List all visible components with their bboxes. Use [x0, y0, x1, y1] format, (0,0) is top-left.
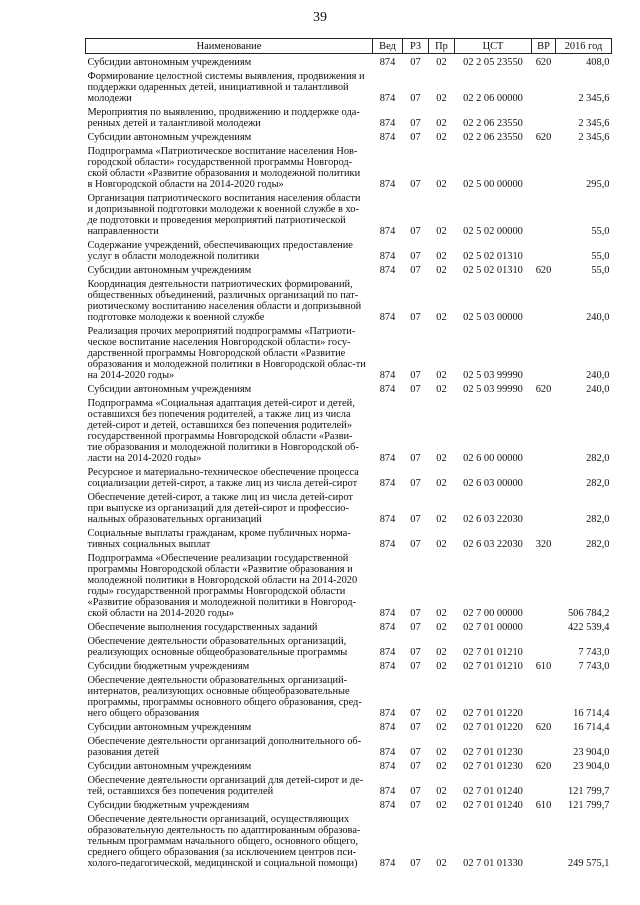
cell-rz: 07	[410, 251, 421, 262]
cell-vr	[532, 464, 556, 489]
table-row	[86, 262, 612, 276]
cell-name: Формирование целостной системы выявления, продвижения и поддержки одаренных детей, инициативной и талантливой молодежи	[87, 71, 365, 104]
cell-rz: 07	[410, 708, 421, 719]
cell-name: Субсидии бюджетным учреждениям	[87, 800, 250, 811]
cell-amount: 408,0	[586, 57, 610, 68]
cell-cst: 02 6 03 00000	[463, 478, 523, 489]
cell-ved: 874	[379, 539, 396, 550]
table-row	[86, 68, 612, 104]
cell-name: Обеспечение деятельности организаций, осуществляющих образовательную деятельность по адаптированным образова-тельным программам начального общего, основного общего, среднего общего образования (за исключением центров пси-холого-педагогической, медицинской и социальной помощи)	[87, 814, 361, 869]
budget-table	[85, 38, 612, 869]
cell-vr: 620	[535, 384, 552, 395]
header-rz: РЗ	[403, 39, 429, 54]
cell-rz: 07	[410, 647, 421, 658]
cell-ved: 874	[379, 370, 396, 381]
cell-vr	[532, 190, 556, 237]
cell-rz: 07	[410, 370, 421, 381]
cell-vr	[532, 68, 556, 104]
table-row	[86, 190, 612, 237]
cell-amount: 282,0	[586, 514, 610, 525]
cell-cst: 02 2 05 23550	[463, 57, 523, 68]
table-row	[86, 550, 612, 619]
cell-ved: 874	[379, 608, 396, 619]
cell-name: Обеспечение деятельности образовательных организаций-интернатов, реализующих основные общеобразовательные программы, программы основного общего образования, сред-него общего образования	[87, 675, 362, 719]
cell-ved: 874	[379, 647, 396, 658]
cell-rz: 07	[410, 384, 421, 395]
table-row	[86, 54, 612, 69]
cell-pr: 02	[436, 132, 447, 143]
cell-pr: 02	[436, 858, 447, 869]
cell-pr: 02	[436, 57, 447, 68]
cell-rz: 07	[410, 722, 421, 733]
cell-rz: 07	[410, 179, 421, 190]
cell-name: Субсидии бюджетным учреждениям	[87, 661, 250, 672]
table-body	[86, 54, 612, 870]
cell-pr: 02	[436, 786, 447, 797]
cell-cst: 02 5 03 00000	[463, 312, 523, 323]
cell-amount: 2 345,6	[578, 132, 610, 143]
cell-name: Реализация прочих мероприятий подпрограммы «Патриоти-ческое воспитание населения Новгородской области» госу-дарственной программы Новгородской области «Развитие образования и молодежной политики в Новгородской облас-ти на 2014-2020 годы»	[87, 326, 366, 381]
cell-pr: 02	[436, 661, 447, 672]
cell-pr: 02	[436, 251, 447, 262]
cell-name: Субсидии автономным учреждениям	[87, 384, 252, 395]
cell-rz: 07	[410, 786, 421, 797]
cell-ved: 874	[379, 453, 396, 464]
cell-cst: 02 7 01 01210	[463, 647, 523, 658]
cell-cst: 02 7 01 01240	[463, 786, 523, 797]
cell-amount: 282,0	[586, 478, 610, 489]
header-name: Наименование	[86, 39, 373, 54]
cell-amount: 23 904,0	[573, 761, 610, 772]
cell-amount: 55,0	[591, 265, 610, 276]
cell-vr	[532, 811, 556, 869]
cell-amount: 240,0	[586, 312, 610, 323]
cell-amount: 55,0	[591, 226, 610, 237]
cell-pr: 02	[436, 370, 447, 381]
cell-name: Обеспечение выполнения государственных заданий	[87, 622, 318, 633]
cell-ved: 874	[379, 800, 396, 811]
table-row	[86, 395, 612, 464]
cell-pr: 02	[436, 761, 447, 772]
cell-ved: 874	[379, 708, 396, 719]
table-header-row	[86, 39, 612, 54]
table-row	[86, 772, 612, 797]
cell-cst: 02 7 01 01220	[463, 722, 523, 733]
cell-name: Обеспечение деятельности организаций для детей-сирот и де-тей, оставшихся без попечения родителей	[87, 775, 364, 797]
cell-vr	[532, 237, 556, 262]
cell-ved: 874	[379, 858, 396, 869]
cell-pr: 02	[436, 747, 447, 758]
cell-amount: 240,0	[586, 370, 610, 381]
cell-vr: 620	[535, 265, 552, 276]
cell-ved: 874	[379, 761, 396, 772]
cell-amount: 7 743,0	[578, 661, 610, 672]
cell-name: Содержание учреждений, обеспечивающих предоставление услуг в области молодежной политики	[87, 240, 353, 262]
cell-vr: 610	[535, 661, 552, 672]
table-row	[86, 633, 612, 658]
cell-pr: 02	[436, 265, 447, 276]
cell-vr: 610	[535, 800, 552, 811]
cell-vr	[532, 772, 556, 797]
cell-rz: 07	[410, 761, 421, 772]
cell-name: Подпрограмма «Обеспечение реализации государственной программы Новгородской области «Развитие образования и молодежной политики в Новгородской области на 2014-2020 годы» государственной программы Новгородской области «Развитие образования и молодежной политики в Новгород-ской области на 2014-2020 годы»	[87, 553, 358, 619]
cell-pr: 02	[436, 539, 447, 550]
cell-rz: 07	[410, 453, 421, 464]
cell-rz: 07	[410, 132, 421, 143]
cell-rz: 07	[410, 858, 421, 869]
cell-vr	[532, 276, 556, 323]
cell-ved: 874	[379, 478, 396, 489]
cell-ved: 874	[379, 251, 396, 262]
cell-vr: 620	[535, 132, 552, 143]
cell-rz: 07	[410, 312, 421, 323]
cell-ved: 874	[379, 312, 396, 323]
cell-cst: 02 5 02 00000	[463, 226, 523, 237]
cell-ved: 874	[379, 118, 396, 129]
table-row	[86, 672, 612, 719]
cell-amount: 16 714,4	[573, 722, 610, 733]
cell-amount: 282,0	[586, 453, 610, 464]
cell-amount: 23 904,0	[573, 747, 610, 758]
cell-ved: 874	[379, 226, 396, 237]
cell-name: Подпрограмма «Патриотическое воспитание населения Нов-городской области» государственной программы Новгород-ской области «Развитие образования и молодежной политики в Новгородской области на 2014-2020 годы»	[87, 146, 361, 190]
cell-pr: 02	[436, 647, 447, 658]
cell-cst: 02 2 06 00000	[463, 93, 523, 104]
cell-pr: 02	[436, 800, 447, 811]
cell-rz: 07	[410, 226, 421, 237]
cell-rz: 07	[410, 265, 421, 276]
cell-pr: 02	[436, 93, 447, 104]
cell-cst: 02 7 01 00000	[463, 622, 523, 633]
cell-cst: 02 6 03 22030	[463, 539, 523, 550]
cell-cst: 02 6 03 22030	[463, 514, 523, 525]
cell-vr: 620	[535, 761, 552, 772]
cell-amount: 2 345,6	[578, 93, 610, 104]
table-row	[86, 464, 612, 489]
cell-cst: 02 5 02 01310	[463, 251, 523, 262]
cell-cst: 02 5 03 99990	[463, 384, 523, 395]
cell-vr	[532, 550, 556, 619]
cell-cst: 02 5 03 99990	[463, 370, 523, 381]
cell-amount: 121 799,7	[567, 786, 610, 797]
header-year: 2016 год	[556, 39, 612, 54]
table-row	[86, 733, 612, 758]
cell-cst: 02 6 00 00000	[463, 453, 523, 464]
table-row	[86, 237, 612, 262]
cell-ved: 874	[379, 722, 396, 733]
cell-rz: 07	[410, 57, 421, 68]
cell-ved: 874	[379, 384, 396, 395]
cell-vr: 320	[535, 539, 552, 550]
cell-ved: 874	[379, 57, 396, 68]
cell-cst: 02 7 01 01240	[463, 800, 523, 811]
cell-pr: 02	[436, 312, 447, 323]
cell-name: Субсидии автономным учреждениям	[87, 265, 252, 276]
cell-name: Мероприятия по выявлению, продвижению и поддержке ода-ренных детей и талантливой молодежи	[87, 107, 360, 129]
cell-rz: 07	[410, 118, 421, 129]
table-row	[86, 525, 612, 550]
cell-vr	[532, 489, 556, 525]
cell-amount: 240,0	[586, 384, 610, 395]
cell-name: Социальные выплаты гражданам, кроме публичных норма-тивных социальных выплат	[87, 528, 351, 550]
header-cst: ЦСТ	[455, 39, 532, 54]
cell-vr: 620	[535, 722, 552, 733]
cell-cst: 02 7 00 00000	[463, 608, 523, 619]
cell-rz: 07	[410, 93, 421, 104]
cell-rz: 07	[410, 800, 421, 811]
cell-cst: 02 7 01 01220	[463, 708, 523, 719]
cell-amount: 282,0	[586, 539, 610, 550]
cell-cst: 02 7 01 01230	[463, 747, 523, 758]
cell-amount: 16 714,4	[573, 708, 610, 719]
cell-pr: 02	[436, 384, 447, 395]
table-row	[86, 619, 612, 633]
cell-cst: 02 2 06 23550	[463, 118, 523, 129]
cell-name: Субсидии автономным учреждениям	[87, 761, 252, 772]
table-row	[86, 658, 612, 672]
table-row	[86, 381, 612, 395]
page-number: 39	[313, 10, 327, 25]
cell-cst: 02 2 06 23550	[463, 132, 523, 143]
cell-vr	[532, 395, 556, 464]
cell-ved: 874	[379, 179, 396, 190]
cell-vr	[532, 672, 556, 719]
cell-cst: 02 5 02 01310	[463, 265, 523, 276]
cell-name: Обеспечение детей-сирот, а также лиц из числа детей-сирот при выпуске из организаций для детей-сирот и профессио-нальных образовательных организаций	[87, 492, 353, 525]
cell-vr	[532, 143, 556, 190]
cell-rz: 07	[410, 539, 421, 550]
cell-vr	[532, 633, 556, 658]
cell-amount: 249 575,1	[567, 858, 610, 869]
cell-ved: 874	[379, 93, 396, 104]
table-row	[86, 104, 612, 129]
table-row	[86, 129, 612, 143]
cell-name: Субсидии автономным учреждениям	[87, 722, 252, 733]
cell-amount: 2 345,6	[578, 118, 610, 129]
cell-cst: 02 5 00 00000	[463, 179, 523, 190]
cell-amount: 422 539,4	[567, 622, 610, 633]
cell-vr	[532, 323, 556, 381]
cell-rz: 07	[410, 622, 421, 633]
table-row	[86, 758, 612, 772]
cell-pr: 02	[436, 453, 447, 464]
cell-name: Организация патриотического воспитания населения области и допризывной подготовки молодежи к военной службе в хо-де подготовки и проведения мероприятий патриотической направленности	[87, 193, 361, 237]
cell-ved: 874	[379, 514, 396, 525]
cell-ved: 874	[379, 265, 396, 276]
table-row	[86, 323, 612, 381]
cell-pr: 02	[436, 179, 447, 190]
cell-pr: 02	[436, 226, 447, 237]
cell-rz: 07	[410, 747, 421, 758]
table-row	[86, 811, 612, 869]
cell-amount: 121 799,7	[567, 800, 610, 811]
table-row	[86, 276, 612, 323]
cell-ved: 874	[379, 132, 396, 143]
cell-name: Обеспечение деятельности образовательных организаций, реализующих основные общеобразовательные программы	[87, 636, 348, 658]
cell-pr: 02	[436, 722, 447, 733]
cell-name: Субсидии автономным учреждениям	[87, 132, 252, 143]
table-row	[86, 489, 612, 525]
cell-ved: 874	[379, 622, 396, 633]
header-pr: Пр	[429, 39, 455, 54]
cell-name: Подпрограмма «Социальная адаптация детей-сирот и детей, оставшихся без попечения родителей, а также лиц из числа детей-сирот и детей, оставшихся без попечения родителей» государственной программы Новгородской области «Разви-тие образования и молодежной политики в Новгородской об-ласти на 2014-2020 годы»	[87, 398, 359, 464]
cell-ved: 874	[379, 747, 396, 758]
cell-name: Обеспечение деятельности организаций дополнительного об-разования детей	[87, 736, 362, 758]
cell-vr	[532, 619, 556, 633]
cell-pr: 02	[436, 608, 447, 619]
cell-vr	[532, 733, 556, 758]
cell-cst: 02 7 01 01210	[463, 661, 523, 672]
cell-rz: 07	[410, 608, 421, 619]
cell-pr: 02	[436, 478, 447, 489]
cell-cst: 02 7 01 01230	[463, 761, 523, 772]
cell-vr	[532, 104, 556, 129]
table-row	[86, 719, 612, 733]
cell-amount: 55,0	[591, 251, 610, 262]
table-row	[86, 143, 612, 190]
cell-name: Субсидии автономным учреждениям	[87, 57, 252, 68]
cell-rz: 07	[410, 661, 421, 672]
cell-pr: 02	[436, 118, 447, 129]
cell-ved: 874	[379, 786, 396, 797]
cell-amount: 7 743,0	[578, 647, 610, 658]
cell-name: Координация деятельности патриотических формирований, общественных объединений, различных организаций по пат-риотическому воспитанию населения области и допризывной подготовке молодежи к военной службе	[87, 279, 362, 323]
cell-cst: 02 7 01 01330	[463, 858, 523, 869]
cell-pr: 02	[436, 622, 447, 633]
cell-vr: 620	[535, 57, 552, 68]
cell-rz: 07	[410, 514, 421, 525]
cell-amount: 295,0	[586, 179, 610, 190]
cell-name: Ресурсное и материально-техническое обеспечение процесса социализации детей-сирот, а также лиц из числа детей-сирот	[87, 467, 359, 489]
cell-amount: 506 784,2	[567, 608, 610, 619]
header-ved: Вед	[373, 39, 403, 54]
header-vr: ВР	[532, 39, 556, 54]
cell-pr: 02	[436, 708, 447, 719]
table-row	[86, 797, 612, 811]
cell-ved: 874	[379, 661, 396, 672]
cell-rz: 07	[410, 478, 421, 489]
cell-pr: 02	[436, 514, 447, 525]
